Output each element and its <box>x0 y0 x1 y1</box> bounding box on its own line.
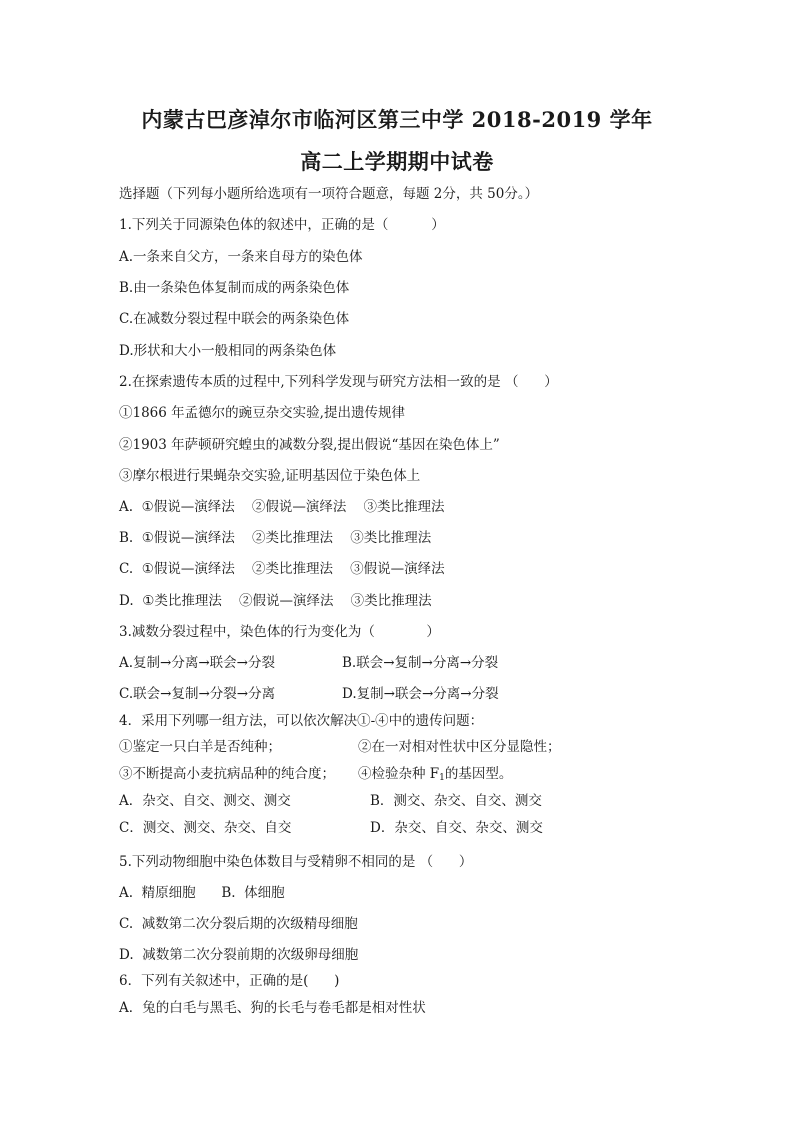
q5-option-d: D. 减数第二次分裂前期的次级卵母细胞 <box>119 947 359 963</box>
q4-option-b: B．测交、杂交、自交、测交 <box>370 793 542 809</box>
q4-option-a: A．杂交、自交、测交、测交 <box>119 793 291 809</box>
q3-option-b: B.联会→复制→分离→分裂 <box>342 655 499 671</box>
q3-option-c: C.联会→复制→分裂→分离 <box>119 686 276 702</box>
q1-option-b: B.由一条染色体复制而成的两条染色体 <box>119 280 350 296</box>
q1-option-c: C.在减数分裂过程中联会的两条染色体 <box>119 311 350 327</box>
q3-option-d: D.复制→联会→分离→分裂 <box>342 686 499 702</box>
q4-stem: 4．采用下列哪一组方法，可以依次解决①-④中的遗传问题： <box>119 713 484 729</box>
q1-stem: 1.下列关于同源染色体的叙述中，正确的是（ ） <box>119 217 445 233</box>
q4-option-c: C．测交、测交、杂交、自交 <box>119 820 292 836</box>
q4-problem-3: ③不断提高小麦抗病品种的纯合度； <box>119 766 335 782</box>
section-header: 选择题（下列每小题所给选项有一项符合题意，每题 2分，共 50分。） <box>119 186 539 202</box>
q6-stem: 6．下列有关叙述中，正确的是( ) <box>119 973 340 989</box>
title-line-2: 高二上学期期中试卷 <box>300 149 494 174</box>
q5-stem: 5.下列动物细胞中染色体数目与受精卵不相同的是 （ ） <box>119 854 473 870</box>
q4-problem-2: ②在一对相对性状中区分显隐性； <box>358 739 561 755</box>
q2-option-a: A. ①假说—演绎法 ②假说—演绎法 ③类比推理法 <box>119 499 445 515</box>
q4-problem-4-text: ④检验杂种 F <box>358 766 440 782</box>
q4-problem-1: ①鉴定一只白羊是否纯种； <box>119 739 281 755</box>
q4-problem-4 <box>358 765 512 787</box>
q2-statement-2: ②1903 年萨顿研究蝗虫的减数分裂,提出假说“基因在染色体上” <box>119 437 500 453</box>
q5-options-ab: A. 精原细胞 B. 体细胞 <box>119 885 285 901</box>
q1-option-a: A.一条来自父方，一条来自母方的染色体 <box>119 249 363 265</box>
q5-option-c: C. 减数第二次分裂后期的次级精母细胞 <box>119 916 358 932</box>
q3-option-a: A.复制→分离→联会→分裂 <box>119 655 275 671</box>
q1-option-d: D.形状和大小一般相同的两条染色体 <box>119 343 337 359</box>
q2-stem: 2.在探索遗传本质的过程中,下列科学发现与研究方法相一致的是 （ ） <box>119 374 558 390</box>
title-line-1: 内蒙古巴彦淖尔市临河区第三中学 2018-2019 学年 <box>141 107 653 132</box>
q2-option-c: C. ①假说—演绎法 ②类比推理法 ③假说—演绎法 <box>119 561 445 577</box>
q2-statement-3: ③摩尔根进行果蝇杂交实验,证明基因位于染色体上 <box>119 468 421 484</box>
q2-option-b: B. ①假说—演绎法 ②类比推理法 ③类比推理法 <box>119 530 432 546</box>
q3-stem: 3.减数分裂过程中，染色体的行为变化为（ ） <box>119 624 440 640</box>
q2-statement-1: ①1866 年孟德尔的豌豆杂交实验,提出遗传规律 <box>119 405 405 421</box>
q4-problem-4-suffix: 的基因型。 <box>444 766 513 782</box>
q2-option-d: D. ①类比推理法 ②假说—演绎法 ③类比推理法 <box>119 593 432 609</box>
q6-option-a: A．兔的白毛与黑毛、狗的长毛与卷毛都是相对性状 <box>119 1000 426 1016</box>
q4-option-d: D．杂交、自交、杂交、测交 <box>370 820 543 836</box>
q4-problem-4-subscript: 1 <box>439 773 445 783</box>
